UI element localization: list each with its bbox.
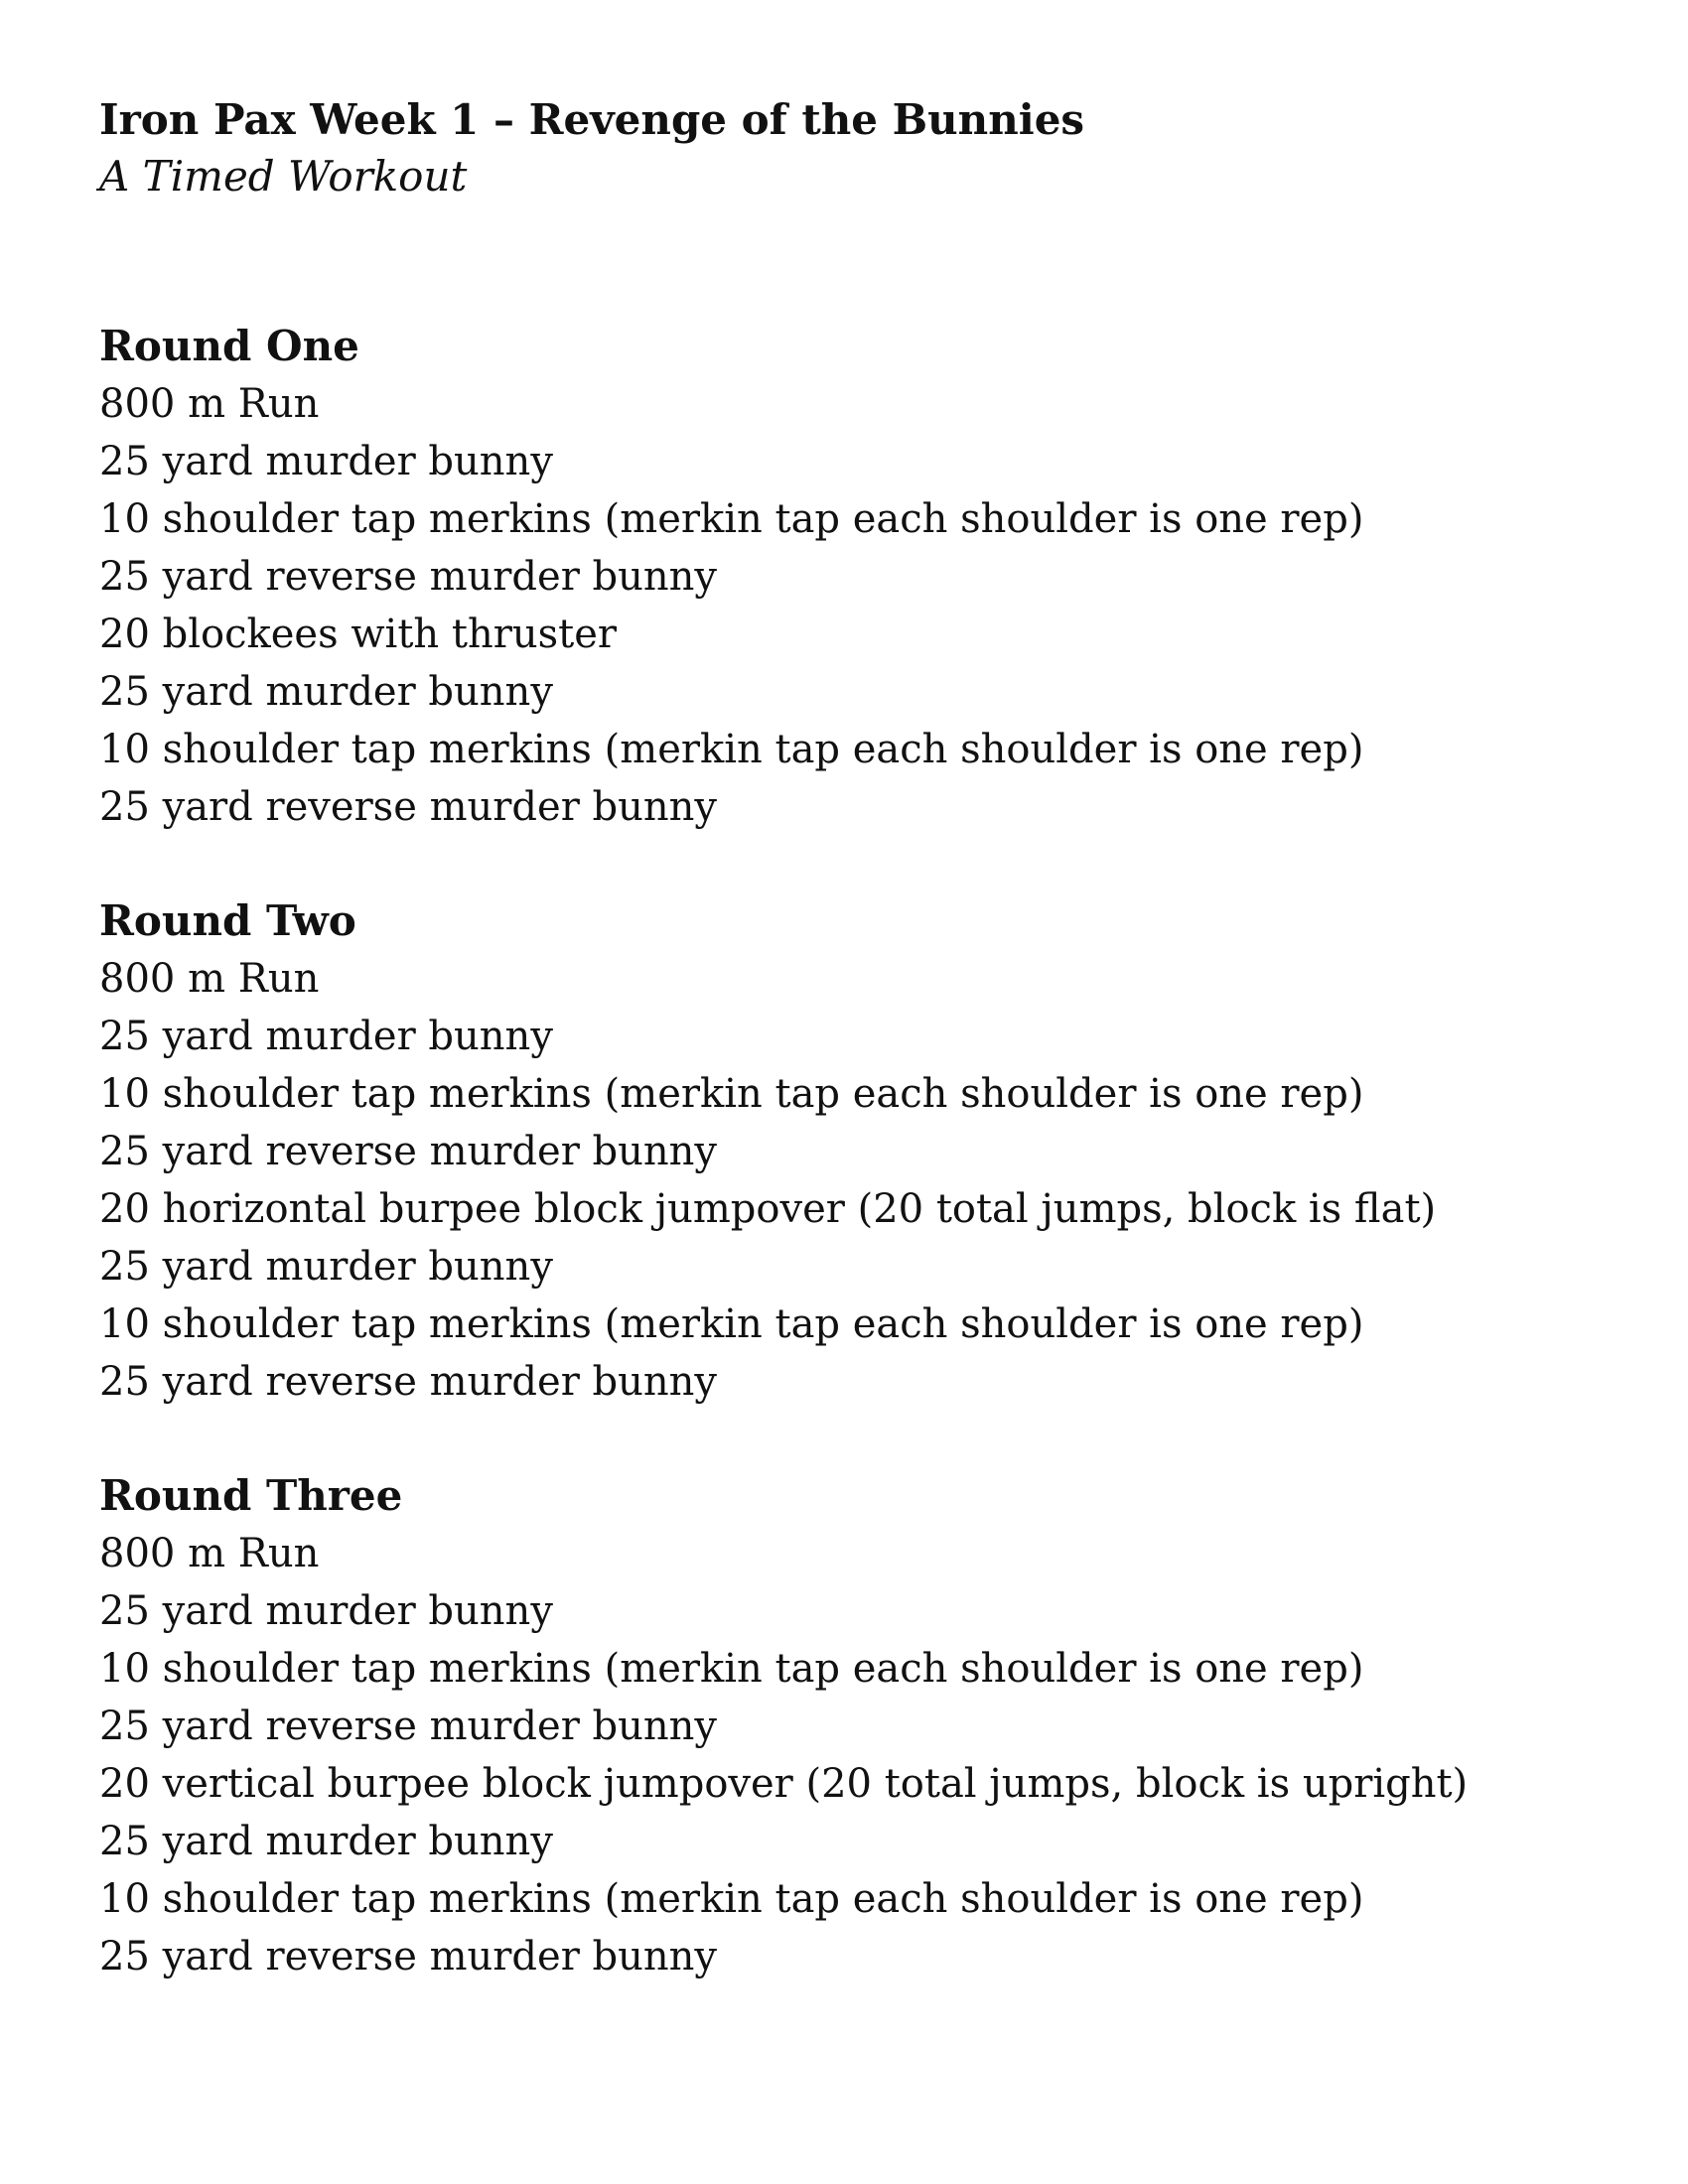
exercise-item: 20 vertical burpee block jumpover (20 total jumps, block is upright) bbox=[99, 1761, 1469, 1807]
exercise-item: 10 shoulder tap merkins (merkin tap each shoulder is one rep) bbox=[99, 1301, 1364, 1347]
exercise-item: 10 shoulder tap merkins (merkin tap each shoulder is one rep) bbox=[99, 496, 1364, 542]
exercise-item: 25 yard murder bunny bbox=[99, 439, 553, 484]
exercise-item: 800 m Run bbox=[99, 956, 320, 1002]
exercise-item: 800 m Run bbox=[99, 381, 320, 427]
exercise-item: 25 yard reverse murder bunny bbox=[99, 1704, 718, 1749]
document-title: Iron Pax Week 1 – Revenge of the Bunnies bbox=[99, 95, 1085, 144]
exercise-item: 10 shoulder tap merkins (merkin tap each shoulder is one rep) bbox=[99, 1071, 1364, 1117]
exercise-item: 25 yard murder bunny bbox=[99, 1244, 553, 1290]
exercise-item: 25 yard reverse murder bunny bbox=[99, 1129, 718, 1174]
exercise-list bbox=[99, 1525, 1589, 1985]
exercise-item: 25 yard reverse murder bunny bbox=[99, 1359, 718, 1405]
exercise-item: 10 shoulder tap merkins (merkin tap each shoulder is one rep) bbox=[99, 1876, 1364, 1922]
document-subtitle: A Timed Workout bbox=[99, 152, 468, 201]
exercise-item: 20 blockees with thruster bbox=[99, 612, 618, 657]
round-two bbox=[99, 892, 1589, 1411]
exercise-list bbox=[99, 950, 1589, 1411]
exercise-item: 25 yard reverse murder bunny bbox=[99, 554, 718, 600]
exercise-item: 25 yard reverse murder bunny bbox=[99, 1934, 718, 1979]
round-one bbox=[99, 318, 1589, 836]
exercise-list bbox=[99, 375, 1589, 836]
exercise-item: 25 yard reverse murder bunny bbox=[99, 784, 718, 830]
exercise-item: 25 yard murder bunny bbox=[99, 669, 553, 715]
exercise-item: 800 m Run bbox=[99, 1531, 320, 1576]
round-heading: Round Two bbox=[99, 896, 356, 945]
spacer bbox=[99, 205, 1589, 318]
exercise-item: 25 yard murder bunny bbox=[99, 1014, 553, 1059]
spacer bbox=[99, 836, 1589, 892]
exercise-item: 10 shoulder tap merkins (merkin tap each shoulder is one rep) bbox=[99, 727, 1364, 772]
exercise-item: 25 yard murder bunny bbox=[99, 1819, 553, 1864]
document-page bbox=[99, 91, 1589, 1985]
round-heading: Round Three bbox=[99, 1471, 403, 1520]
round-three bbox=[99, 1467, 1589, 1985]
round-heading: Round One bbox=[99, 322, 359, 370]
exercise-item: 10 shoulder tap merkins (merkin tap each shoulder is one rep) bbox=[99, 1646, 1364, 1692]
exercise-item: 25 yard murder bunny bbox=[99, 1588, 553, 1634]
spacer bbox=[99, 1411, 1589, 1467]
exercise-item: 20 horizontal burpee block jumpover (20 total jumps, block is flat) bbox=[99, 1186, 1437, 1232]
